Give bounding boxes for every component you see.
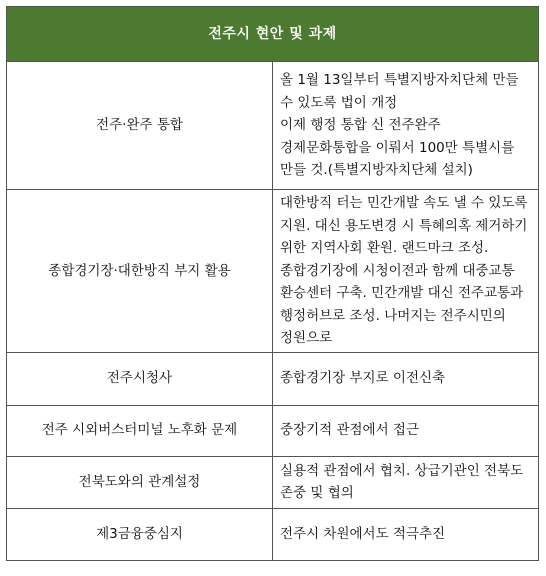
- detail-cell: [273, 190, 539, 353]
- table-header-row: [7, 7, 539, 62]
- issue-cell: 제3금융중심지: [7, 508, 273, 560]
- issue-cell: 전북도와의 관계설정: [7, 456, 273, 508]
- issue-cell: 전주·완주 통합: [7, 62, 273, 190]
- issue-cell: 전주시청사: [7, 352, 273, 405]
- table-row: [7, 190, 539, 353]
- table-row: [7, 456, 539, 508]
- table-row: [7, 405, 539, 456]
- detail-paragraph: 종합경기장에 시청이전과 함께 대중교통 환승센터 구축. 민간개발 대신 전주교통과 행정허브로 조성. 나머지는 전주시민의 정원으로: [280, 262, 524, 346]
- issue-cell: 종합경기장·대한방직 부지 활용: [7, 190, 273, 353]
- table-row: [7, 508, 539, 560]
- detail-cell: 실용적 관점에서 협치. 상급기관인 전북도 존중 및 협의: [273, 456, 539, 508]
- issues-table: [6, 6, 539, 561]
- table-title: 전주시 현안 및 과제: [7, 7, 539, 62]
- detail-cell: [273, 62, 539, 190]
- detail-cell: 전주시 차원에서도 적극추진: [273, 508, 539, 560]
- table-row: [7, 352, 539, 405]
- issues-document: [6, 6, 539, 561]
- detail-cell: 종합경기장 부지로 이전신축: [273, 352, 539, 405]
- detail-paragraph: 이제 행정 통합 신 전주완주 경제문화통합을 이뤄서 100만 특별시를 만들 것.(특별지방자치단체 설치): [280, 117, 515, 179]
- issue-cell: 전주 시외버스터미널 노후화 문제: [7, 405, 273, 456]
- table-row: [7, 62, 539, 190]
- detail-cell: 중장기적 관점에서 접근: [273, 405, 539, 456]
- detail-paragraph: 올 1월 13일부터 특별지방자치단체 만들 수 있도록 법이 개정: [280, 72, 519, 111]
- detail-paragraph: 대한방직 터는 민간개발 속도 낼 수 있도록 지원. 대신 용도변경 시 특혜의혹 제거하기 위한 지역사회 환원. 랜드마크 조성.: [280, 195, 528, 256]
